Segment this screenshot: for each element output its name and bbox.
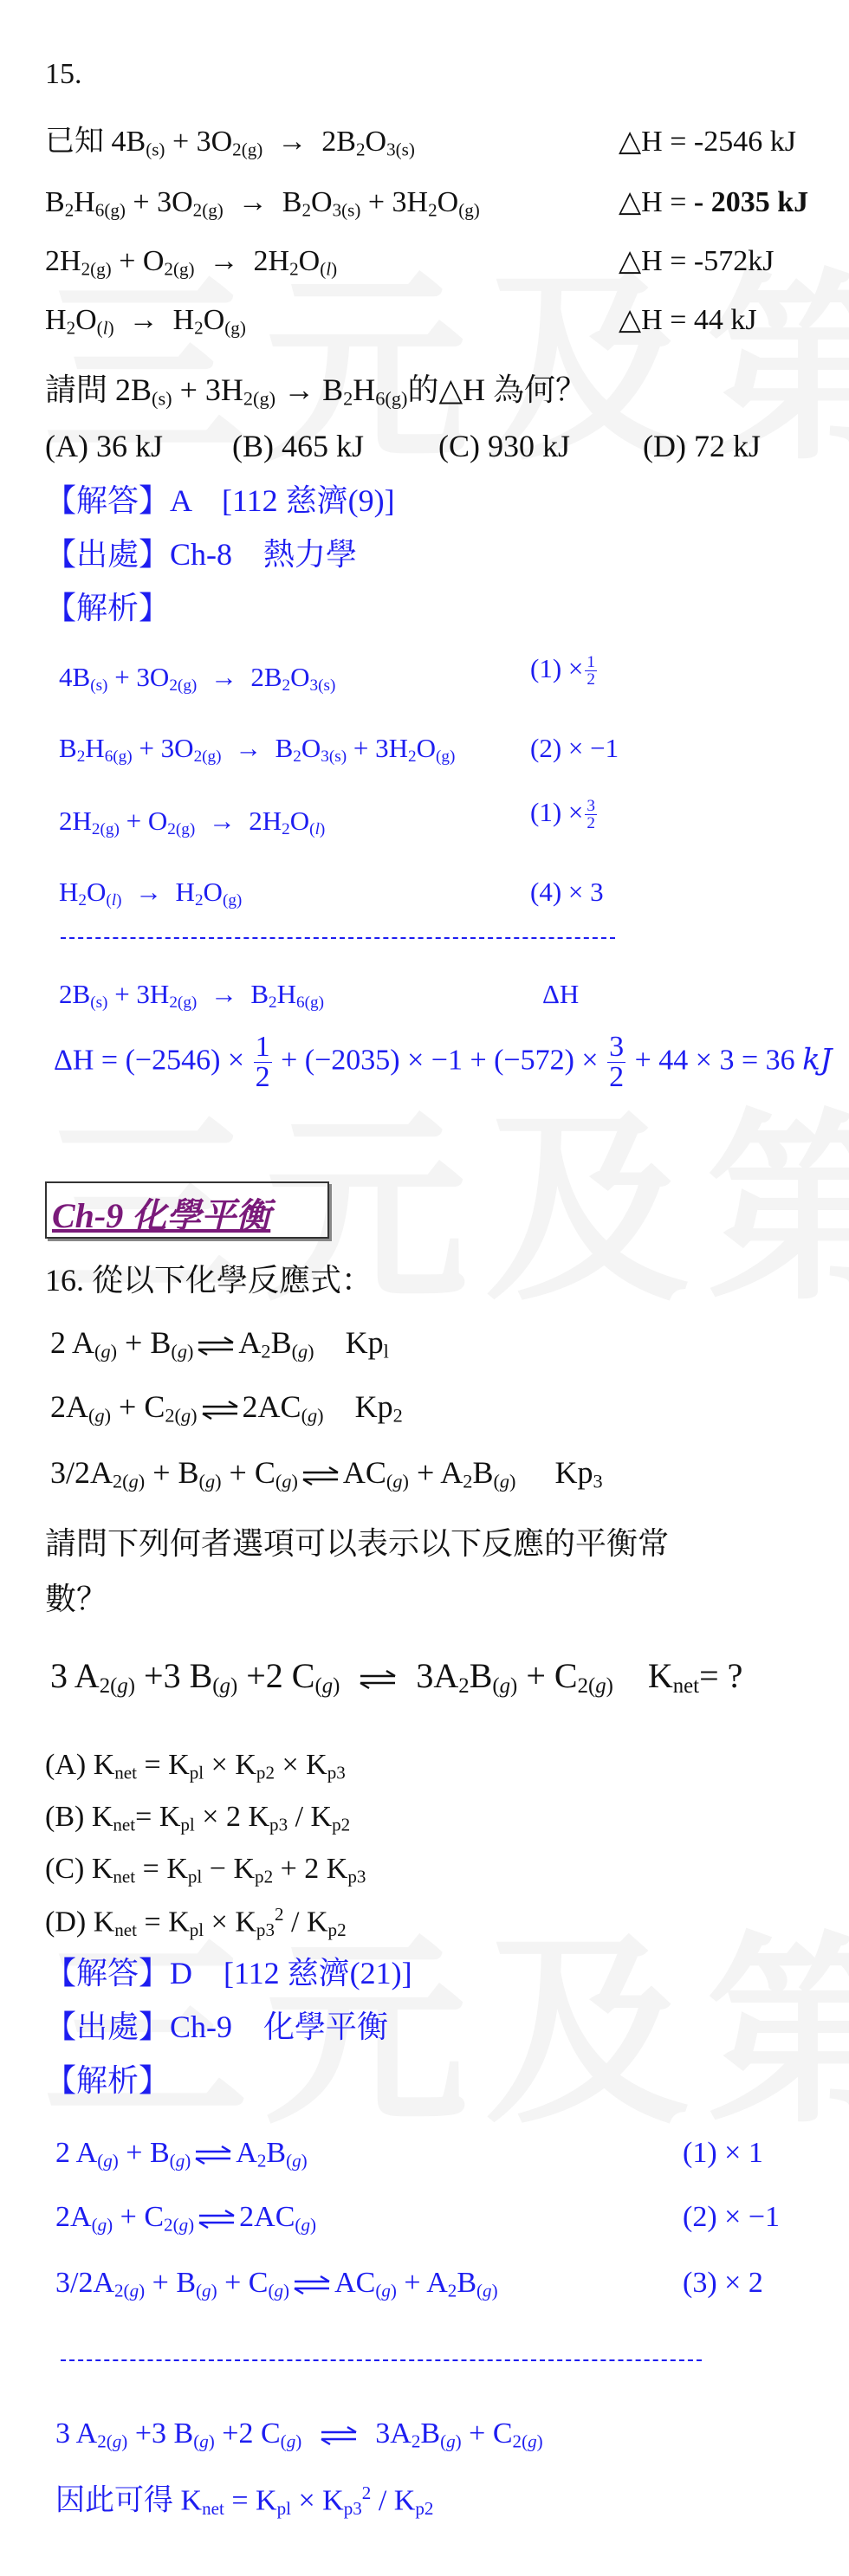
q16-conclusion: 因此可得 $K_{net} = K_{pl} \times K_{p3}^2 / K_{p2}$ (55, 2482, 434, 2519)
q15-analysis-eq-2: $B_2H_{6(g)} + 3O_{2(g)} \to B_2O_{3(s)} + 3H_2O_{(g)}$ (59, 733, 456, 766)
q15-dh-1: △H = -2546 kJ (619, 126, 796, 158)
q16-reaction-1: 2 $A_{(g)} + B_{(g)}$ $A_2B_{(g)}$ $Kp_l$ (50, 1325, 389, 1362)
equilibrium-arrow-icon (194, 2146, 232, 2165)
q15-dh-2: △H = - 2035 kJ (619, 186, 809, 218)
q16-question-line-2: 數？ (45, 1582, 108, 1616)
q16-source: 【出處】Ch-9 化學平衡 (45, 2010, 389, 2044)
q15-reaction-2: $B_2H_{6(g)} + 3O_{2(g)} \to B_2O_{3(s)} + 3H_2O_{(g)}$ (45, 186, 480, 221)
q15-mult-2: (2) × −1 (530, 733, 619, 763)
q16-net-reaction: 3 $A_{2(g)} +3$ $B_{(g)} +2$ $C_{(g)}$ $3A_2B_{(g)} + C_{2(g)}$ $K_{net}=$ ? (50, 1656, 743, 1699)
q15-reaction-1: 已知 $4B_{(s)} + 3O_{2(g)} \to 2B_2O_{3(s)}$ (45, 126, 415, 160)
q15-analysis-eq-1: $4B_{(s)} + 3O_{2(g)} \to 2B_2O_{3(s)}$ (59, 662, 336, 695)
q15-sum-reaction: $2B_{(s)} + 3H_{2(g)} \to B_2H_{6(g)}$ (59, 979, 325, 1012)
q16-analysis-eq-1: 2 $A_{(g)} + B_{(g)}$ $A_2B_{(g)}$ (55, 2137, 308, 2171)
q16-reaction-3: $3/2A_{2(g)} + B_{(g)} + C_{(g)}$ $AC_{(g)} + A_2B_{(g)}$ $Kp_3$ (50, 1455, 603, 1492)
q16-option-a[interactable]: (A) $K_{net} = K_{pl} \times K_{p2} \times K_{p3}$ (45, 1749, 346, 1783)
q15-divider (61, 937, 615, 939)
chapter-heading: Ch-9 化學平衡 (52, 1196, 271, 1235)
q16-option-c[interactable]: (C) $K_{net} = K_{pl} - K_{p2} + 2$ $K_{p3}$ (45, 1853, 366, 1887)
q16-divider (61, 2359, 702, 2361)
q15-question: 請問 $2B_{(s)} + 3H_{2(g)} \to B_2H_{6(g)}$的△H 為何？ (45, 372, 587, 410)
q15-reaction-3: $2H_{2(g)} + O_{2(g)} \to 2H_2O_{(l)}$ (45, 245, 338, 280)
equilibrium-arrow-icon (352, 1670, 404, 1689)
q15-dh-4: △H = 44 kJ (619, 304, 757, 336)
q16-answer: 【解答】D [112 慈濟(21)] (45, 1956, 412, 1990)
equilibrium-arrow-icon (301, 1466, 340, 1485)
equilibrium-arrow-icon (313, 2426, 365, 2445)
q16-analysis-label: 【解析】 (45, 2063, 171, 2098)
q15-mult-1: (1) × $\frac{1}{2}$ (530, 653, 595, 689)
q16-intro: 16. 從以下化學反應式： (45, 1263, 373, 1298)
q16-mult-2: (2) × −1 (683, 2201, 780, 2233)
equilibrium-arrow-icon (293, 2275, 331, 2294)
q15-analysis-eq-4: $H_2O_{(l)} \to H_2O_{(g)}$ (59, 877, 243, 909)
q15-analysis-eq-3: $2H_{2(g)} + O_{2(g)} \to 2H_2O_{(l)}$ (59, 806, 326, 838)
q15-option-a[interactable]: (A) 36 kJ (45, 429, 163, 463)
q15-option-c[interactable]: (C) 930 kJ (438, 429, 570, 463)
q15-analysis-label: 【解析】 (45, 591, 171, 625)
chapter-heading-box (45, 1181, 329, 1239)
q15-final-equation: ΔH = (−2546) × $\frac{1}{2}$ + (−2035) × −1 + (−572) × $\frac{3}{2}$ + 44 × 3 = 36 kJ (54, 1031, 833, 1093)
known-prefix: 已知 (45, 126, 104, 158)
q15-source: 【出處】Ch-8 熱力學 (45, 537, 358, 572)
q15-mult-4: (4) × 3 (530, 877, 604, 907)
equilibrium-arrow-icon (201, 1401, 239, 1420)
q16-analysis-eq-3: $3/2A_{2(g)} + B_{(g)} + C_{(g)}$ $AC_{(g)} + A_2B_{(g)}$ (55, 2267, 498, 2301)
q15-answer: 【解答】A [112 慈濟(9)] (45, 483, 395, 518)
q15-sum-dh: ΔH (542, 979, 580, 1009)
q15-option-d[interactable]: (D) 72 kJ (643, 429, 761, 463)
q16-reaction-2: $2A_{(g)} + C_{2(g)}$ $2AC_{(g)}$ $Kp_2$ (50, 1389, 403, 1427)
q15-option-b[interactable]: (B) 465 kJ (232, 429, 364, 463)
q15-number: 15. (45, 58, 82, 90)
q15-dh-3: △H = -572kJ (619, 245, 774, 277)
q16-option-d[interactable]: (D) $K_{net} = K_{pl} \times K_{p3}^2 / K_{p2}$ (45, 1904, 347, 1940)
q16-question-line-1: 請問下列何者選項可以表示以下反應的平衡常 (45, 1526, 670, 1561)
equilibrium-arrow-icon (197, 1337, 235, 1356)
q16-mult-1: (1) × 1 (683, 2137, 763, 2169)
q15-reaction-4: $H_2O_{(l)} \to H_2O_{(g)}$ (45, 304, 246, 339)
q16-option-b[interactable]: (B) $K_{net}= K_{pl} \times 2$ $K_{p3} / K_{p2}$ (45, 1801, 351, 1835)
q15-mult-3: (1) × $\frac{3}{2}$ (530, 797, 595, 833)
q16-analysis-eq-2: $2A_{(g)} + C_{2(g)}$ $2AC_{(g)}$ (55, 2201, 317, 2236)
q16-mult-3: (3) × 2 (683, 2267, 763, 2299)
equilibrium-arrow-icon (198, 2210, 236, 2229)
q16-sum-reaction: 3 $A_{2(g)} +3$ $B_{(g)} +2$ $C_{(g)}$ $3A_2B_{(g)} + C_{2(g)}$ (55, 2417, 543, 2452)
